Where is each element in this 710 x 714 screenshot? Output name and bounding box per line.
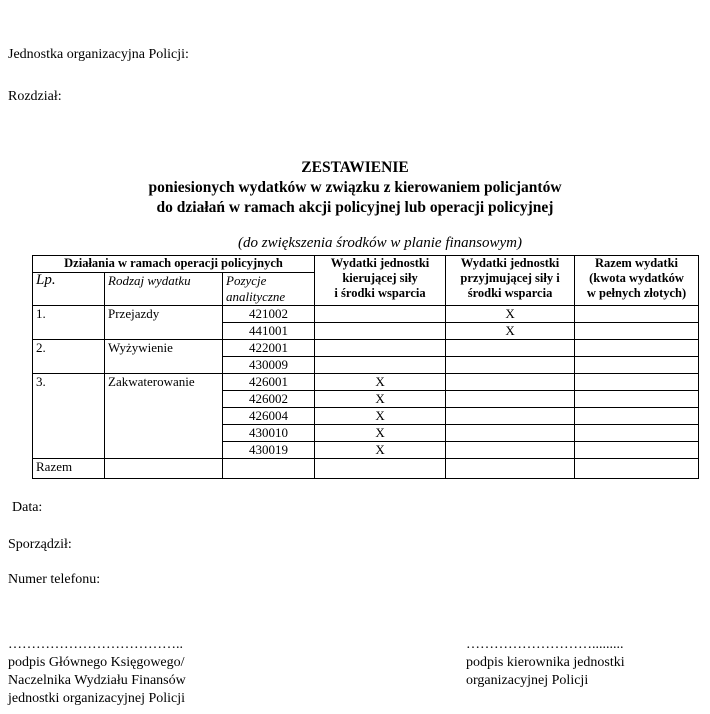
row-total xyxy=(575,323,699,340)
doc-subtitle-1: poniesionych wydatków w związku z kierowaniem policjantów xyxy=(148,179,562,196)
col-lp: Lp. xyxy=(33,273,105,290)
row-receiving xyxy=(446,374,575,391)
row-directing xyxy=(315,306,446,323)
section-label: Rozdział: xyxy=(8,89,62,104)
row-receiving xyxy=(446,425,575,442)
row-total xyxy=(575,391,699,408)
row-code: 421002 xyxy=(223,306,315,323)
col-pos-2: analityczne xyxy=(223,289,315,306)
row-code: 430009 xyxy=(223,357,315,374)
row-total xyxy=(575,408,699,425)
row-code: 430019 xyxy=(223,442,315,459)
doc-title: ZESTAWIENIE xyxy=(301,159,409,176)
total-label: Razem xyxy=(33,459,105,479)
row-type: Zakwaterowanie xyxy=(105,374,223,459)
col-directing: Wydatki jednostki kierującej siły i środki wsparcia xyxy=(315,256,446,306)
row-receiving xyxy=(446,408,575,425)
row-receiving: X xyxy=(446,306,575,323)
row-code: 426002 xyxy=(223,391,315,408)
row-directing: X xyxy=(315,442,446,459)
table-row xyxy=(33,374,699,391)
doc-note: (do zwiększenia środków w planie finansowym) xyxy=(237,235,522,251)
row-receiving xyxy=(446,391,575,408)
row-total xyxy=(575,357,699,374)
row-lp: 1. xyxy=(33,306,105,340)
row-directing: X xyxy=(315,408,446,425)
total-row xyxy=(33,459,699,479)
table-row xyxy=(33,340,699,357)
right-signature: ………………………......... podpis kierownika jednostki organizacyjnej Policji xyxy=(466,637,625,688)
row-type: Wyżywienie xyxy=(105,340,223,374)
row-code: 430010 xyxy=(223,425,315,442)
row-receiving xyxy=(446,340,575,357)
row-lp: 2. xyxy=(33,340,105,374)
row-directing xyxy=(315,357,446,374)
unit-label: Jednostka organizacyjna Policji: xyxy=(8,47,189,62)
doc-subtitle-2: do działań w ramach akcji policyjnej lub operacji policyjnej xyxy=(156,199,554,216)
row-total xyxy=(575,340,699,357)
left-signature: ……………………………….. podpis Głównego Księgowego/ Naczelnika Wydziału Finansów jednostki organizacyjnej Policji xyxy=(8,637,186,706)
row-receiving: X xyxy=(446,323,575,340)
row-directing: X xyxy=(315,374,446,391)
prepared-by-label: Sporządził: xyxy=(8,537,72,552)
left-signature-line: ……………………………….. xyxy=(8,637,183,652)
row-directing xyxy=(315,340,446,357)
phone-label: Numer telefonu: xyxy=(8,572,101,587)
row-receiving xyxy=(446,442,575,459)
row-type: Przejazdy xyxy=(105,306,223,340)
row-code: 441001 xyxy=(223,323,315,340)
col-total: Razem wydatki (kwota wydatków w pełnych złotych) xyxy=(575,256,699,306)
col-pos-1: Pozycje xyxy=(223,273,315,290)
row-code: 426004 xyxy=(223,408,315,425)
row-total xyxy=(575,306,699,323)
col-type: Rodzaj wydatku xyxy=(105,273,223,290)
row-code: 426001 xyxy=(223,374,315,391)
row-total xyxy=(575,374,699,391)
table-row xyxy=(33,306,699,323)
row-directing xyxy=(315,323,446,340)
expense-table xyxy=(32,255,699,479)
row-receiving xyxy=(446,357,575,374)
date-label: Data: xyxy=(12,500,43,515)
col-receiving: Wydatki jednostki przyjmującej siły i środki wsparcia xyxy=(446,256,575,306)
row-directing: X xyxy=(315,391,446,408)
group-header: Działania w ramach operacji policyjnych xyxy=(33,256,315,273)
row-total xyxy=(575,442,699,459)
row-code: 422001 xyxy=(223,340,315,357)
row-total xyxy=(575,425,699,442)
right-signature-line: ………………………......... xyxy=(466,637,624,652)
row-directing: X xyxy=(315,425,446,442)
row-lp: 3. xyxy=(33,374,105,459)
